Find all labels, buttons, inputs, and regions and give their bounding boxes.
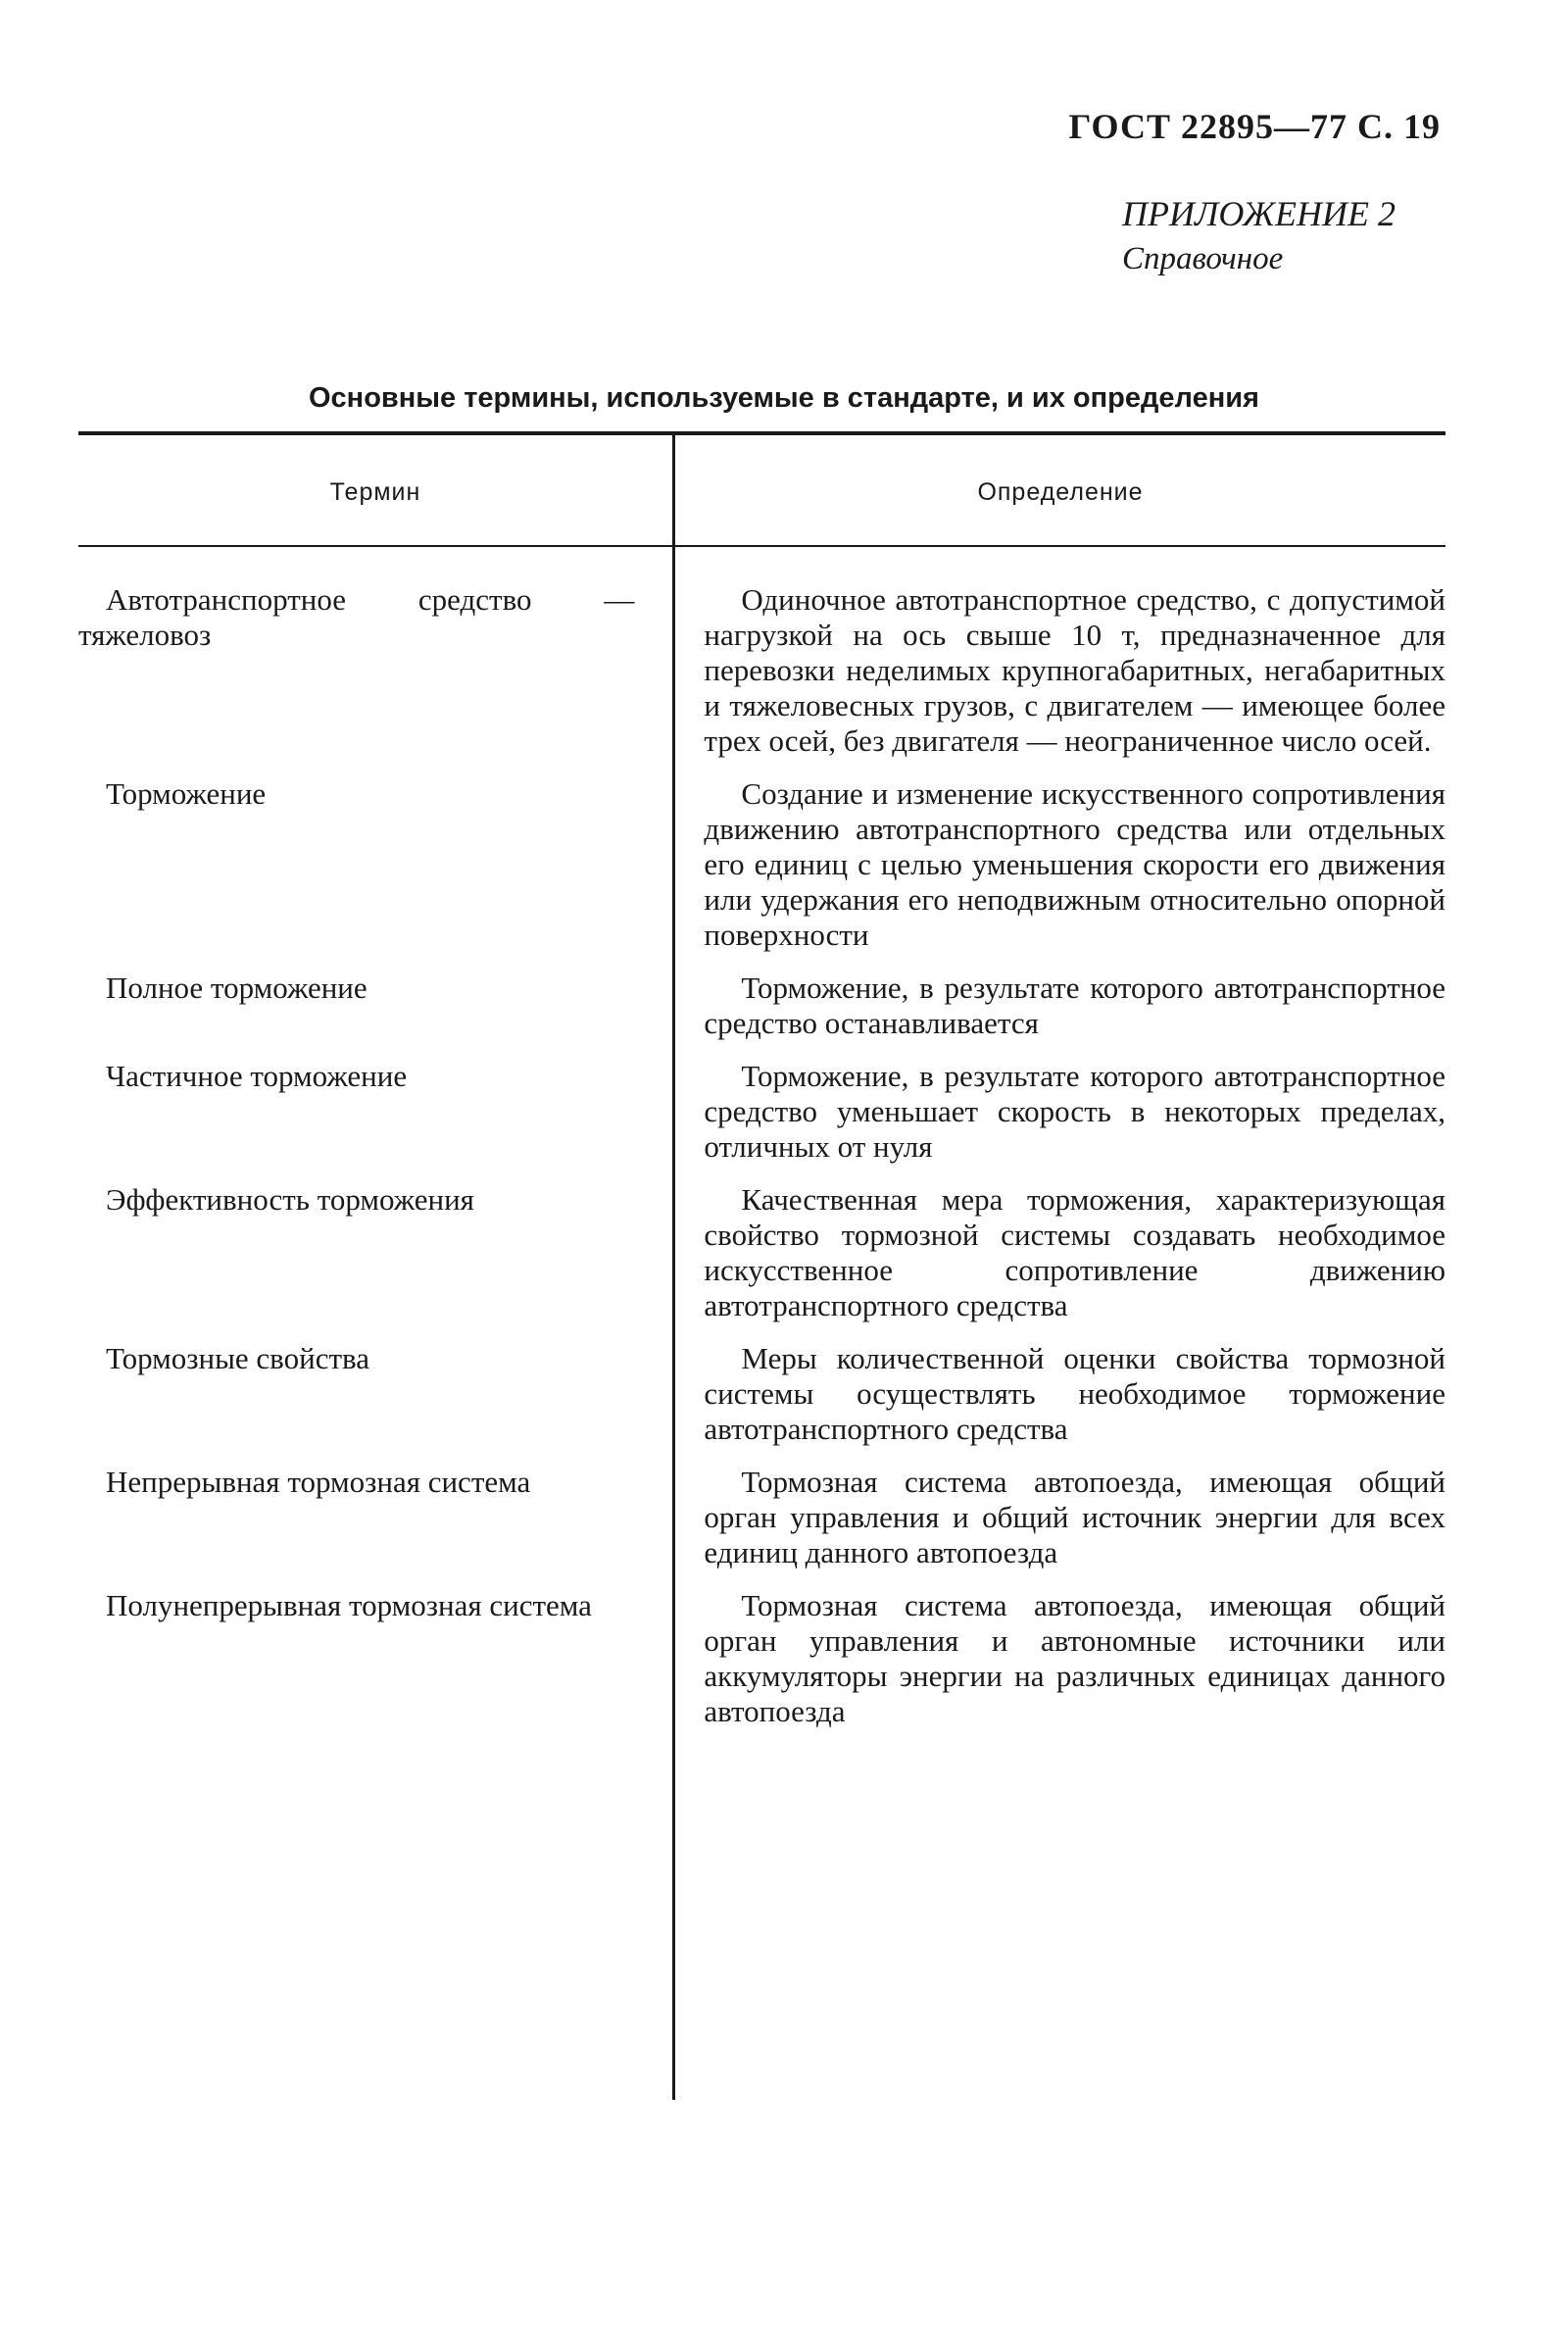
- appendix-title: ПРИЛОЖЕНИЕ 2: [1122, 194, 1396, 233]
- table-row: [78, 1465, 1446, 1570]
- appendix-subtitle: Справочное: [1122, 241, 1284, 276]
- table-row: [78, 582, 1446, 759]
- table-header-rule: [78, 545, 1446, 547]
- definition-cell: Создание и изменение искусственного сопротивления движению автотранспортного средства или отдельных его единиц с целью уменьшения скорости его движения или удержания его неподвижным относительно опорной поверхности: [704, 776, 1446, 952]
- term-cell: Эффективность торможения: [106, 1182, 474, 1217]
- appendix-block: [1122, 191, 1436, 281]
- table-title: Основные термины, используемые в стандарте, и их определения: [309, 382, 1259, 414]
- table-row: [78, 1059, 1446, 1165]
- term-cell: Автотранспортное средство — тяжеловоз: [78, 582, 635, 652]
- table-row: [78, 971, 1446, 1041]
- definition-cell: Тормозная система автопоезда, имеющая общий орган управления и общий источник энергии для всех единиц данного автопоезда: [704, 1465, 1446, 1569]
- table-row: [78, 1588, 1446, 1729]
- term-cell: Тормозные свойства: [106, 1341, 369, 1375]
- table-row: [78, 1341, 1446, 1447]
- term-cell: Полное торможение: [106, 971, 368, 1005]
- table-row: [78, 776, 1446, 953]
- definition-cell: Качественная мера торможения, характеризующая свойство тормозной системы создавать необходимое искусственное сопротивление движению автотранспортного средства: [704, 1182, 1446, 1322]
- definition-cell: Меры количественной оценки свойства тормозной системы осуществлять необходимое торможение автотранспортного средства: [704, 1341, 1446, 1446]
- terms-table-body: [78, 582, 1446, 1747]
- term-cell: Частичное торможение: [106, 1059, 408, 1093]
- definition-cell: Одиночное автотранспортное средство, с допустимой нагрузкой на ось свыше 10 т, предназначенное для перевозки неделимых крупногабаритных, негабаритных и тяжеловесных грузов, с двигателем — имеющее более трех осей, без двигателя — неограниченное число осей.: [704, 582, 1446, 758]
- column-header-term: Термин: [329, 478, 421, 506]
- term-cell: Полунепрерывная тормозная система: [106, 1588, 592, 1622]
- term-cell: Непрерывная тормозная система: [106, 1465, 531, 1499]
- definition-cell: Торможение, в результате которого автотранспортное средство останавливается: [704, 971, 1446, 1040]
- table-row: [78, 1182, 1446, 1323]
- column-header-definition: Определение: [977, 478, 1144, 506]
- table-top-rule: [78, 431, 1446, 435]
- definition-cell: Торможение, в результате которого автотранспортное средство уменьшает скорость в некоторых пределах, отличных от нуля: [704, 1059, 1446, 1164]
- standard-reference: ГОСТ 22895—77 С. 19: [1068, 107, 1441, 146]
- definition-cell: Тормозная система автопоезда, имеющая общий орган управления и автономные источники или аккумуляторы энергии на различных единицах данного автопоезда: [704, 1588, 1446, 1728]
- term-cell: Торможение: [106, 776, 267, 811]
